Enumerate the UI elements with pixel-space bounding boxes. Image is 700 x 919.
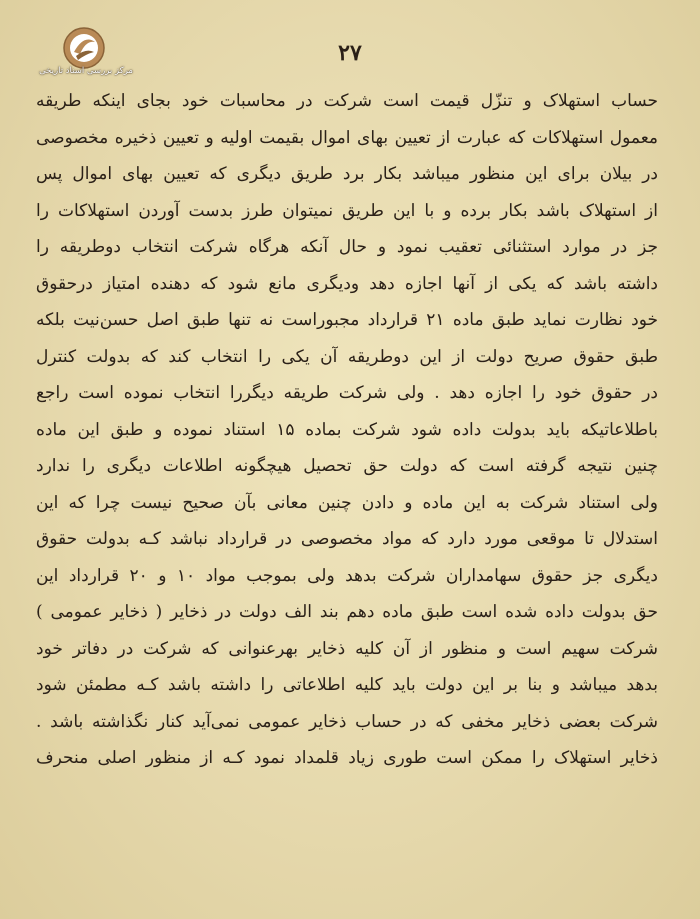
text-line: داشته باشد که یکی از آنها اجازه دهد ودیگری مانع شود که دهنده امتیاز درحقوق <box>36 273 658 294</box>
text-line: معمول استهلاکات که عبارت از تعیین بهای اموال بقیمت اولیه و تعیین ذخیره مخصوصی <box>36 127 658 148</box>
text-line: بدهد میباشد و بنا بر این دولت باید کلیه اطلاعاتی را داشته باشد کـه مطمئن شود <box>36 675 658 695</box>
text-line: در حقوق خود را اجازه دهد . ولی شرکت طریقه دیگررا انتخاب نموده است راجع <box>36 383 658 403</box>
text-line: باطلاعاتیکه باید بدولت داده شود شرکت بماده ۱۵ استناد نموده و طبق این ماده <box>36 419 658 440</box>
text-line: طبق حقوق صریح دولت از این دوطریقه آن یکی را انتخاب کند که بدولت کنترل <box>36 346 658 367</box>
text-line: حساب استهلاک و تنزّل قیمت است شرکت در محاسبات خود بجای اینکه طریقه <box>36 91 658 111</box>
text-line: ولی استناد شرکت به این ماده و دادن چنین معانی بآن صحیح نیست چرا که این <box>36 492 658 513</box>
text-line: جز در موارد استثنائی تعقیب نمود و حال آنکه هرگاه شرکت انتخاب دوطریقه را <box>36 237 658 257</box>
text-line: شرکت بعضی ذخایر مخفی که در حساب ذخایر عمومی نمی‌آید کنار نگذاشته باشد . <box>36 711 658 732</box>
text-line: شرکت سهیم است و منظور از آن کلیه ذخایر بهرعنوانی که شرکت در دفاتر خود <box>36 638 658 659</box>
watermark-text: مرکز بررسی اسناد تاریخی <box>39 66 133 76</box>
page-number: ۲۷ <box>338 40 362 66</box>
text-line: ذخایر استهلاک را ممکن است طوری زیاد قلمداد نمود کـه از منظور اصلی منحرف <box>36 748 658 768</box>
text-line: خود نظارت نماید طبق ماده ۲۱ قرارداد مجبوراست نه تنها طبق اصل حسن‌نیت بلکه <box>36 310 658 330</box>
text-line: از استهلاک باشد بکار برده و با این طریق نمیتوان طرز بدست آوردن استهلاکات را <box>36 200 658 221</box>
text-line: حق بدولت داده شده است طبق ماده دهم بند الف دولت در ذخایر ( ذخایر عمومی ) <box>36 602 658 622</box>
text-line: چنین نتیجه گرفته است که دولت حق تحصیل هیچگونه اطلاعات دیگری را ندارد <box>36 456 658 476</box>
body-text <box>36 83 658 777</box>
text-line: دیگری جز حقوق سهامداران شرکت بدهد ولی بموجب مواد ۱۰ و ۲۰ قرارداد این <box>36 565 658 586</box>
text-line: در بیلان برای این منظور میباشد بکار برد طریق دیگری که تعیین بهای اموال پس <box>36 164 658 184</box>
text-line: استدلال تا موقعی مورد دارد که مواد مخصوصی در قرارداد نباشد کـه بدولت حقوق <box>36 529 658 549</box>
